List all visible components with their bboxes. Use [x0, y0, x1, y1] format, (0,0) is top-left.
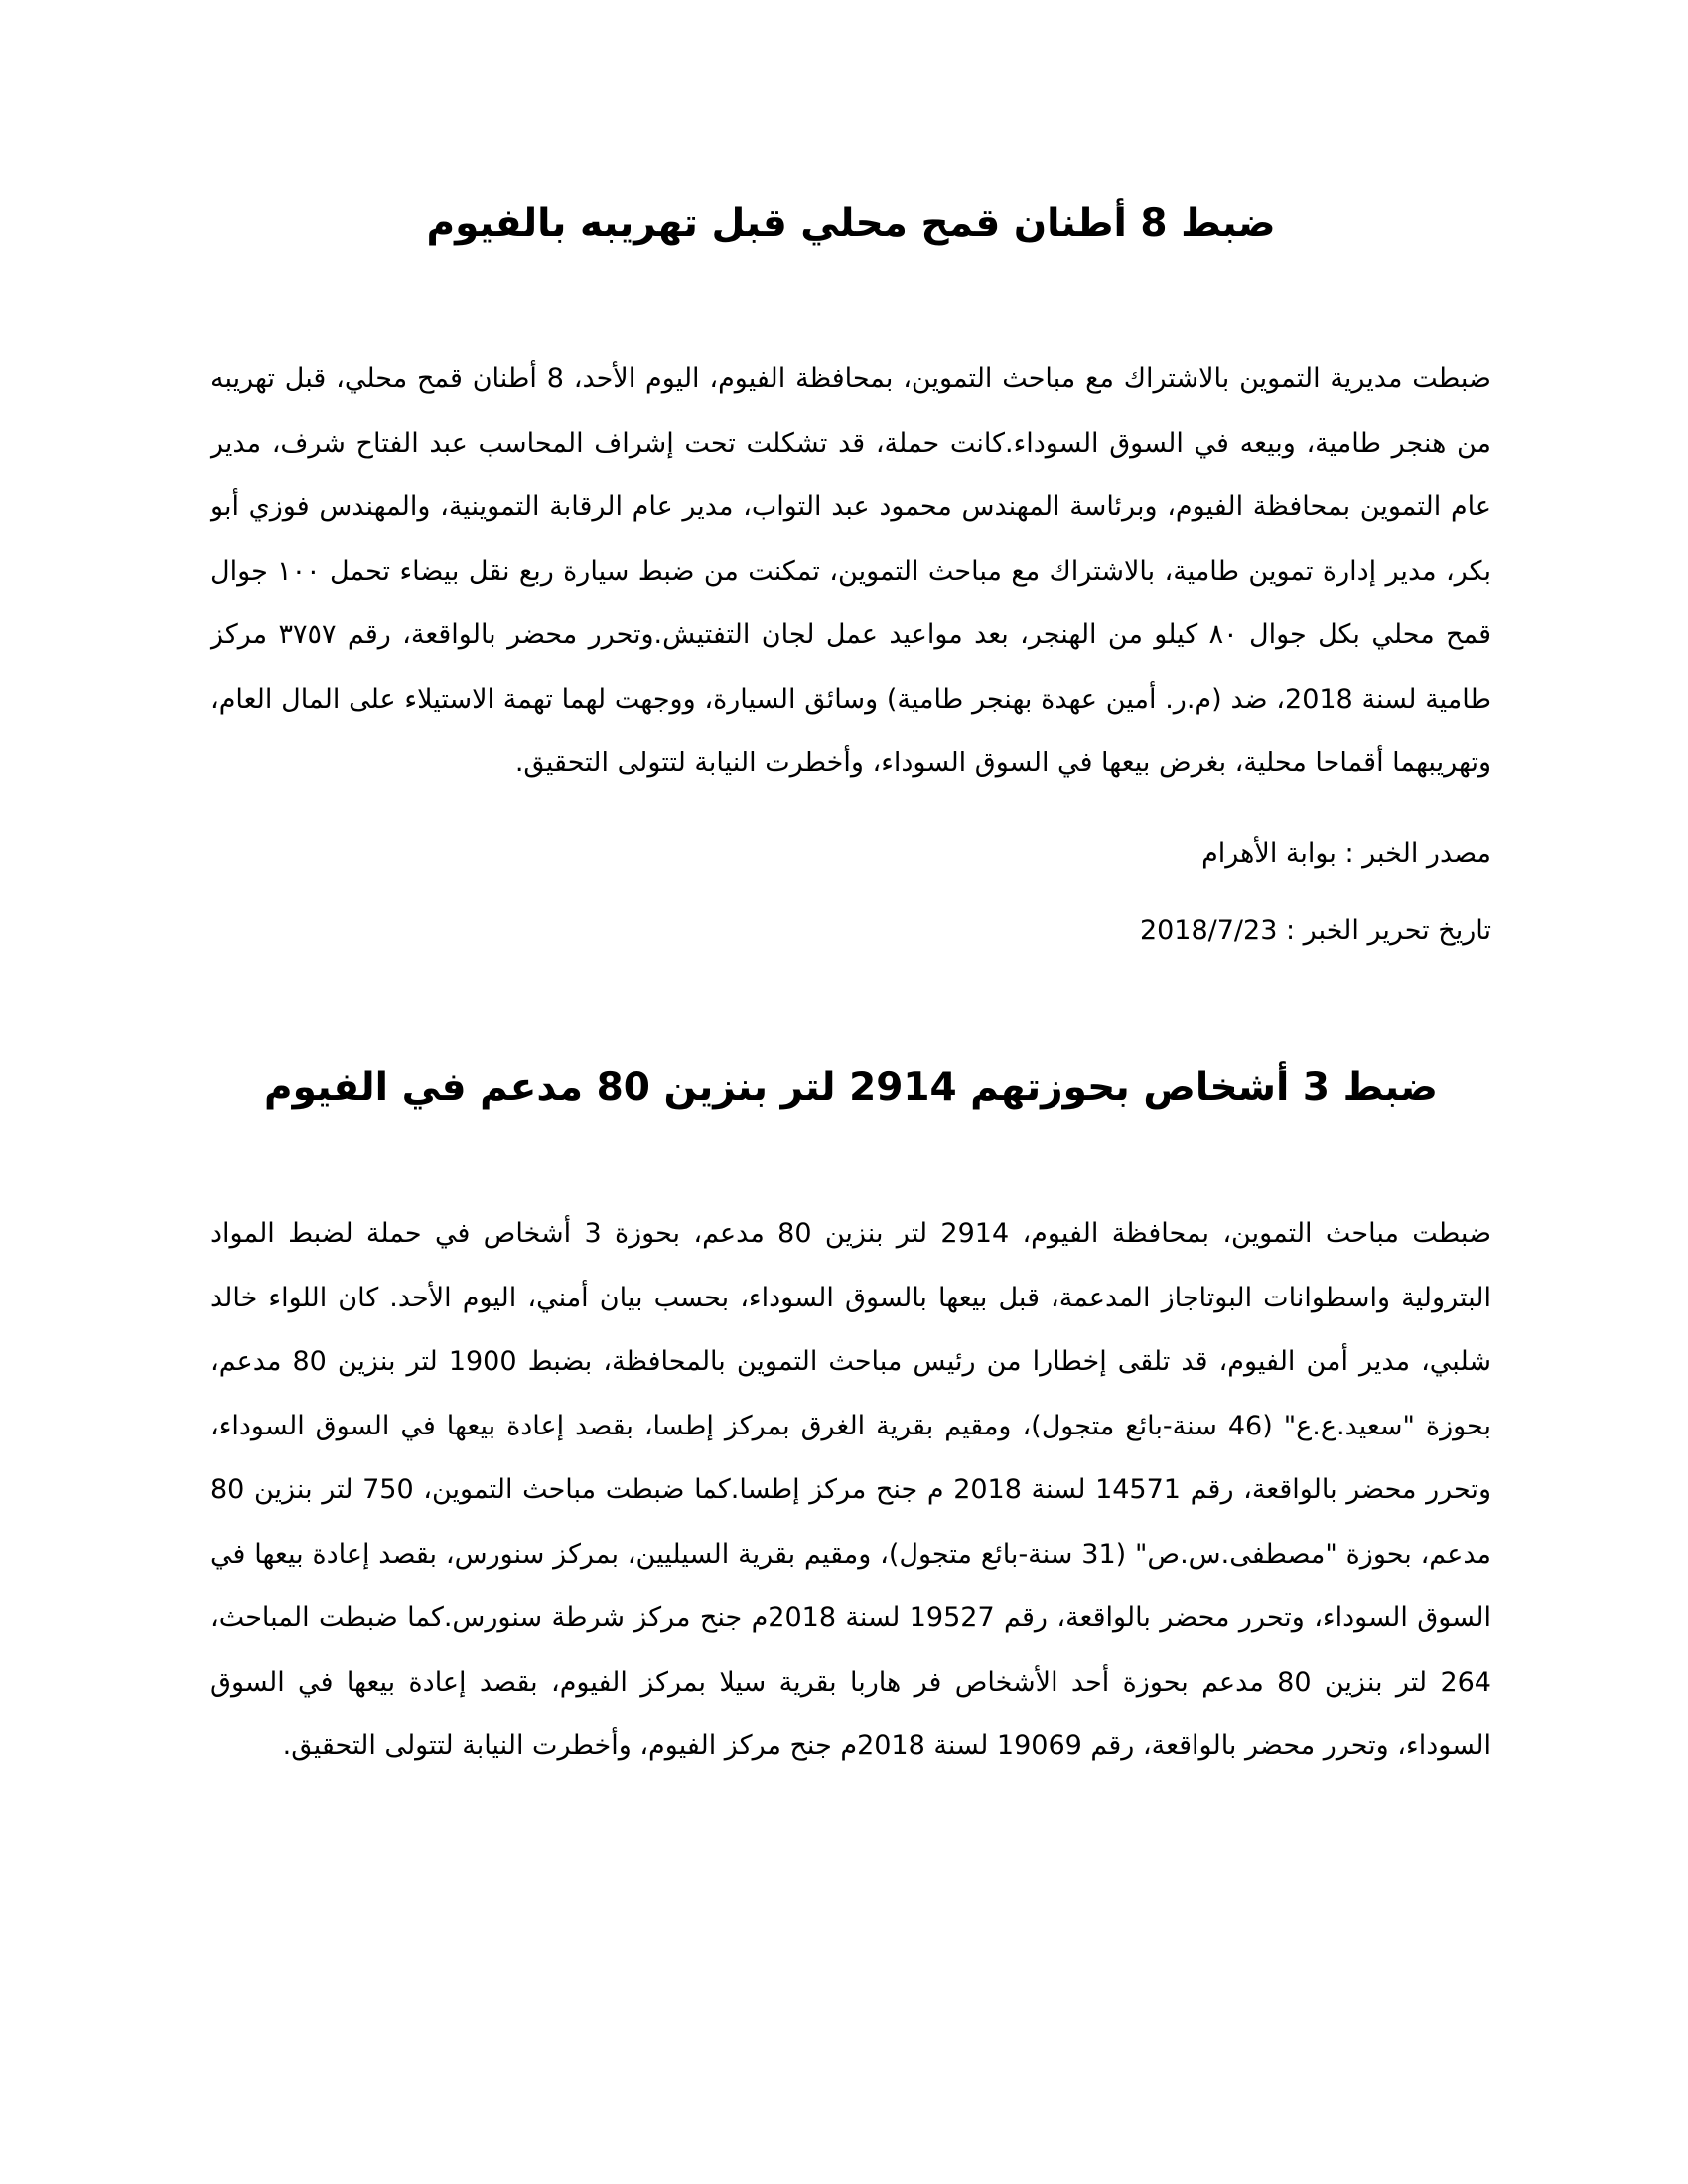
news-source-line [211, 834, 1491, 874]
news-source-label: مصدر الخبر [1362, 838, 1491, 869]
news-date-label: تاريخ تحرير الخبر [1303, 915, 1491, 946]
news-date-value: 2018/7/23 [1139, 915, 1278, 946]
news-date-line [211, 911, 1491, 951]
article-2-body: ضبطت مباحث التموين، بمحافظة الفيوم، 2914 لتر بنزين 80 مدعم، بحوزة 3 أشخاص في حملة لضبط المواد البترولية واسطوانات البوتاجاز المدعمة، قبل بيعها بالسوق السوداء، بحسب بيان أمني، اليوم الأحد. كان اللواء خالد شلبي، مدير أمن الفيوم، قد تلقى إخطارا من رئيس مباحث التموين بالمحافظة، بضبط 1900 لتر بنزين 80 مدعم، بحوزة "سعيد.ع.ع" (46 سنة-بائع متجول)، ومقيم بقرية الغرق بمركز إطسا، بقصد إعادة بيعها في السوق السوداء، وتحرر محضر بالواقعة، رقم 14571 لسنة 2018 م جنح مركز إطسا.كما ضبطت مباحث التموين، 750 لتر بنزين 80 مدعم، بحوزة "مصطفى.س.ص" (31 سنة-بائع متجول)، ومقيم بقرية السيليين، بمركز سنورس، بقصد إعادة بيعها في السوق السوداء، وتحرر محضر بالواقعة، رقم 19527 لسنة 2018م جنح مركز شرطة سنورس.كما ضبطت المباحث، 264 لتر بنزين 80 مدعم بحوزة أحد الأشخاص فر هاربا بقرية سيلا بمركز الفيوم، بقصد إعادة بيعها في السوق السوداء، وتحرر محضر بالواقعة، رقم 19069 لسنة 2018م جنح مركز الفيوم، وأخطرت النيابة لتتولى التحقيق. [211, 1218, 1492, 1761]
news-date-separator: : [1277, 915, 1304, 946]
document-page [211, 0, 1491, 2184]
news-source-separator: : [1336, 838, 1363, 869]
article-1-body: ضبطت مديرية التموين بالاشتراك مع مباحث التموين، بمحافظة الفيوم، اليوم الأحد، 8 أطنان قمح محلي، قبل تهريبه من هنجر طامية، وبيعه في السوق السوداء.كانت حملة، قد تشكلت تحت إشراف المحاسب عبد الفتاح شرف، مدير عام التموين بمحافظة الفيوم، وبرئاسة المهندس محمود عبد التواب، مدير عام الرقابة التموينية، والمهندس فوزي أبو بكر، مدير إدارة تموين طامية، بالاشتراك مع مباحث التموين، تمكنت من ضبط سيارة ربع نقل بيضاء تحمل ١٠٠ جوال قمح محلي بكل جوال ٨٠ كيلو من الهنجر، بعد مواعيد عمل لجان التفتيش.وتحرر محضر بالواقعة، رقم ٣٧٥٧ مركز طامية لسنة 2018، ضد (م.ر. أمين عهدة بهنجر طامية) وسائق السيارة، ووجهت لهما تهمة الاستيلاء على المال العام، وتهريبهما أقماحا محلية، بغرض بيعها في السوق السوداء، وأخطرت النيابة لتتولى التحقيق. [211, 363, 1492, 778]
article-1-title: ضبط 8 أطنان قمح محلي قبل تهريبه بالفيوم [426, 202, 1276, 246]
news-source-value: بوابة الأهرام [1201, 838, 1336, 869]
article-2-title: ضبط 3 أشخاص بحوزتهم 2914 لتر بنزين 80 مدعم في الفيوم [263, 1065, 1438, 1110]
